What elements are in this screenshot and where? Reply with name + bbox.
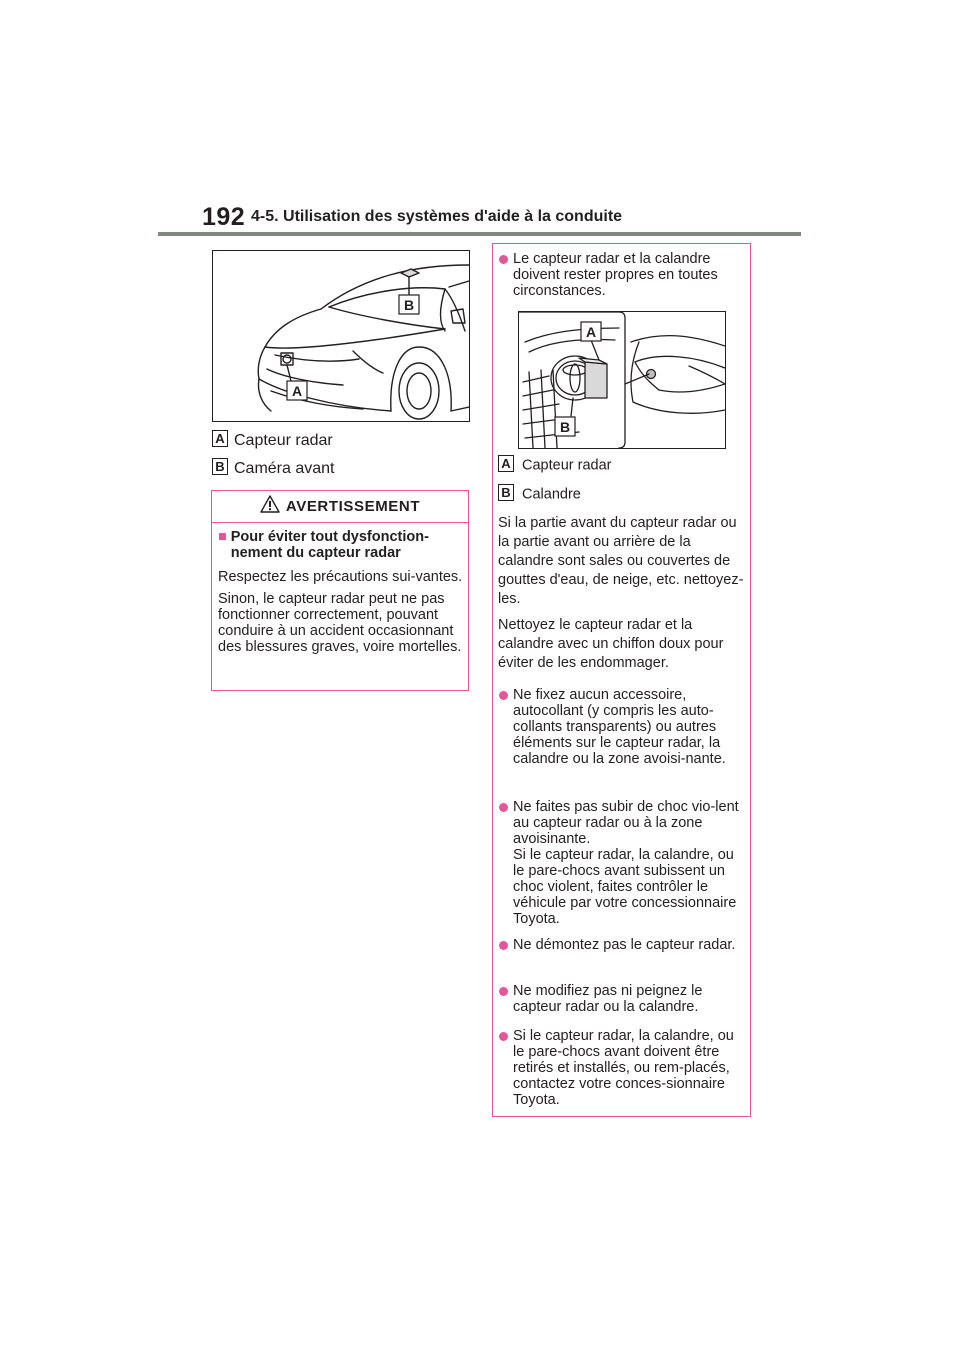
- legend-text-b: Calandre: [522, 486, 581, 503]
- bullet-text: Si le capteur radar, la calandre, ou le pare-chocs avant doivent être retirés et installés, ou rem-placés, contactez votre conces-sionnaire Toyota.: [513, 1028, 734, 1108]
- legend-item-b: [498, 486, 581, 503]
- legend-tag-b: B: [498, 484, 514, 501]
- warning-header: [212, 491, 468, 523]
- legend-tag-a: A: [212, 430, 228, 447]
- warning-title: AVERTISSEMENT: [285, 498, 421, 515]
- bullet-dot-icon: [499, 987, 508, 996]
- bullet-dot-icon: [499, 691, 508, 700]
- list-item: [497, 799, 742, 927]
- legend-item-b: [212, 460, 335, 478]
- bullet-text: Le capteur radar et la calandre doivent rester propres en toutes circonstances.: [513, 251, 718, 299]
- square-bullet-icon: ■: [218, 529, 227, 545]
- list-item: [497, 251, 742, 299]
- warning-box: [211, 490, 469, 691]
- warning-paragraph: Respectez les précautions sui-vantes.: [218, 569, 463, 585]
- legend-text-a: Capteur radar: [234, 432, 333, 449]
- list-item: [497, 687, 742, 767]
- warning-body: [212, 523, 468, 655]
- figure-label-b: B: [559, 419, 571, 435]
- figure-label-a: A: [291, 383, 303, 399]
- page-number: 192: [202, 203, 246, 231]
- header-rule: [158, 232, 801, 236]
- list-item: [497, 1028, 742, 1108]
- bullet-text: Ne modifiez pas ni peignez le capteur radar ou la calandre.: [513, 983, 703, 1015]
- figure-label-a: A: [585, 324, 597, 340]
- list-item: [497, 937, 742, 953]
- legend-item-a: [212, 432, 333, 450]
- bullet-dot-icon: [499, 941, 508, 950]
- list-item: [497, 983, 742, 1015]
- legend-item-a: [498, 457, 611, 474]
- car-line-drawing: [213, 251, 469, 421]
- warning-paragraph: Sinon, le capteur radar peut ne pas fonctionner correctement, pouvant conduire à un accident occasionnant des blessures graves, voire mortelles.: [218, 591, 462, 655]
- body-paragraph: Si la partie avant du capteur radar ou la partie avant ou arrière de la calandre sont sales ou couvertes de gouttes d'eau, de neige, etc. nettoyez-les.: [498, 515, 744, 607]
- section-title: 4-5. Utilisation des systèmes d'aide à la conduite: [251, 208, 623, 225]
- bullet-dot-icon: [499, 1032, 508, 1041]
- car-front-illustration: [212, 250, 470, 422]
- bullet-dot-icon: [499, 803, 508, 812]
- legend-tag-b: B: [212, 458, 228, 475]
- bullet-dot-icon: [499, 255, 508, 264]
- bullet-text: Ne démontez pas le capteur radar.: [513, 937, 736, 953]
- warning-subtitle-text: Pour éviter tout dysfonction-nement du capteur radar: [230, 529, 429, 561]
- legend-tag-a: A: [498, 455, 514, 472]
- body-paragraph: Nettoyez le capteur radar et la calandre avec un chiffon doux pour éviter de les endommager.: [498, 617, 724, 671]
- grille-line-drawing: [519, 312, 725, 448]
- radar-grille-illustration: [518, 311, 726, 449]
- bullet-text: Ne faites pas subir de choc vio-lent au capteur radar ou à la zone avoisinante. Si le capteur radar, la calandre, ou le pare-chocs avant subissent un choc violent, faites contrôler le véhicule par votre concessionnaire Toyota.: [513, 799, 739, 927]
- warning-triangle-icon: [260, 495, 280, 518]
- legend-text-b: Caméra avant: [234, 460, 335, 477]
- bullet-text: Ne fixez aucun accessoire, autocollant (y compris les auto-collants transparents) ou autres éléments sur le capteur radar, la calandre ou la zone avoisi-nante.: [513, 687, 726, 767]
- legend-text-a: Capteur radar: [522, 457, 612, 474]
- figure-label-b: B: [403, 297, 415, 313]
- warning-subtitle: [218, 529, 463, 561]
